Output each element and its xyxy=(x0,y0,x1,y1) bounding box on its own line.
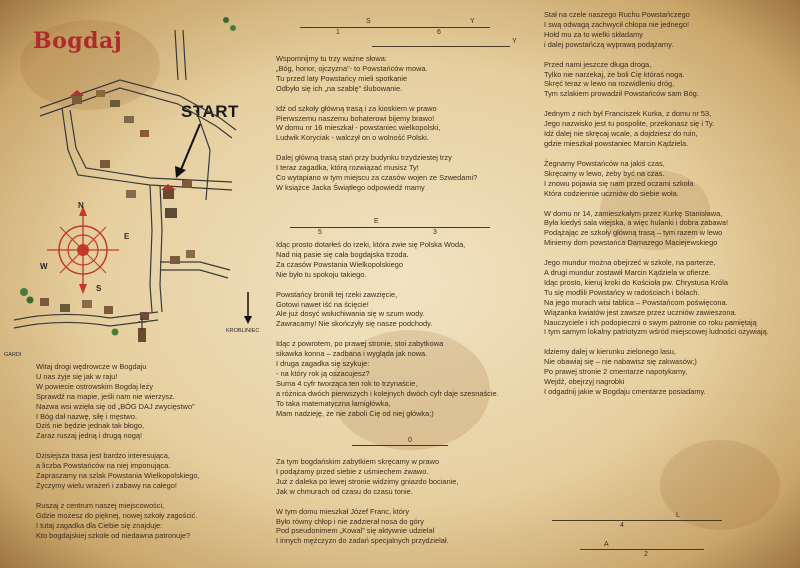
start-label: START xyxy=(181,102,239,121)
answer-letter: Y xyxy=(470,18,475,25)
answer-blank-line[interactable] xyxy=(300,27,490,28)
verse-line: Miniemy dom powstańca Damazego Maciejewskiego xyxy=(544,238,718,248)
verse-line: Dalej główną trasą stań przy budynku trzydziestej trzy xyxy=(276,153,452,163)
road-west xyxy=(14,312,158,320)
verse-line: I teraz zagadka, którą rozwiązać musisz Ty! xyxy=(276,163,419,173)
verse-line: Już z daleka po lewej stronie widzimy gniazdo bocianie, xyxy=(276,476,459,486)
verse xyxy=(276,507,458,547)
tree-icon xyxy=(230,25,236,31)
right-column xyxy=(544,10,769,397)
answer-blank-line[interactable] xyxy=(372,46,510,47)
answer-number: 2 xyxy=(644,551,648,558)
verse-line: W tym domu mieszkał Józef Franc, który xyxy=(276,506,410,516)
answer-letter: A xyxy=(604,541,609,548)
answer-blank-line[interactable] xyxy=(580,549,704,550)
compass-east-label: E xyxy=(124,232,130,241)
verse-line: Za tym bogdańskim zabytkiem skręcamy w prawo xyxy=(276,457,440,466)
verse-line: Sprawdź na mapie, jeśli nam nie wierzysz. xyxy=(36,391,175,401)
verse xyxy=(544,10,769,50)
village-map xyxy=(0,0,260,360)
verse-line: Idź od szkoły główną trasą i za kioskiem w prawo xyxy=(276,103,437,113)
verse-line: Tym szlakiem prowadził Powstańców sam Bóg. xyxy=(544,89,699,99)
verse-line: Zawracamy! Nie skończyły się nasze podchody. xyxy=(276,319,433,329)
answer-blank-line[interactable] xyxy=(290,227,490,228)
verse-line: Gotowi nawet iść na ścięcie! xyxy=(276,299,369,309)
verse xyxy=(36,451,200,491)
house-icon xyxy=(40,298,49,306)
verse-line: Idąc prosto, kieruj kroki do Kościoła pw. Chrystusa Króla xyxy=(544,277,729,287)
verse-line: Podążając ze szkoły główną trasą – tym razem w lewo xyxy=(544,228,723,238)
verse-line: Zaraz ruszaj jedną i drugą nogą! xyxy=(36,431,142,441)
answer-digit: 0 xyxy=(408,437,412,444)
verse-line: Pierwszemu naszemu bohaterowi bijemy brawo! xyxy=(276,113,435,123)
verse-line: I tym samym lokalny patriotyzm wśród miejscowej ludności ożywiają. xyxy=(544,327,769,337)
verse-line: Stał na czele naszego Ruchu Powstańczego xyxy=(544,10,690,19)
verse xyxy=(276,290,499,330)
answer-number: 4 xyxy=(620,522,624,529)
verse-line: W książce Jacka Świątłego odpowiedź mamy xyxy=(276,182,425,192)
verse-line: Wspomnijmy tu trzy ważne słowa: xyxy=(276,54,387,63)
verse xyxy=(544,209,769,249)
tree-icon xyxy=(27,297,34,304)
verse-line: Idziemy dalej w kierunku zielonego lasu, xyxy=(544,347,676,357)
verse-line: Nazwa wsi wzięła się od „BÓG DAJ zwycięstwo” xyxy=(36,401,195,411)
verse-line: Idź dalej nie skręcaj wcale, a dojdziesz do ruin, xyxy=(544,129,698,139)
verse-line: W domu nr 14, zamieszkałym przez Kurkę Stanisława, xyxy=(544,208,723,218)
verse-line: Co wytapiano w tym miejscu za czasów wojen ze Szwedami? xyxy=(276,173,478,183)
answer-letter: S xyxy=(366,18,371,25)
answer-number: 6 xyxy=(437,29,441,36)
verse-line: I innych mężczyzn do zadań specjalnych przydzielał. xyxy=(276,536,449,546)
verse-line: Kto bogdajskiej szkole od niedawna patronuje? xyxy=(36,530,191,540)
answer-letter: Y xyxy=(512,38,517,45)
left-column xyxy=(36,362,200,541)
compass-west-label: W xyxy=(40,262,48,271)
verse-line: Jego nazwisko jest tu pospolite, przekonasz się i Ty. xyxy=(544,119,715,129)
verse-line: Nad nią pasie się cała bogdajska trzoda. xyxy=(276,249,409,259)
verse-line: - na który rok ją oszacujesz? xyxy=(276,368,370,378)
road-top-inner xyxy=(183,30,186,80)
road-east-inner xyxy=(160,270,228,278)
verse xyxy=(276,457,458,497)
verse-line: sikawka konna – zadbana i wygląda jak nowa. xyxy=(276,349,428,359)
house-icon xyxy=(140,130,149,137)
verse-line: Żegnamy Powstańców na jakiś czas, xyxy=(544,158,665,168)
house-icon xyxy=(100,160,110,168)
verse xyxy=(276,54,477,94)
verse xyxy=(36,362,200,441)
house-icon xyxy=(140,312,149,320)
verse-line: I podążamy przed siebie z uśmiechem żwawo. xyxy=(276,466,429,476)
verse xyxy=(544,60,769,100)
answer-number: 1 xyxy=(336,29,340,36)
corner-label: GARDI xyxy=(4,352,22,358)
houses xyxy=(40,90,195,342)
verse-line: Za czasów Powstania Wielkopolskiego xyxy=(276,259,403,269)
verse-line: Idąc prosto dotarłeś do rzeki, która zwie się Polska Woda, xyxy=(276,240,466,249)
house-icon xyxy=(182,180,192,188)
verse-line: Wejdź, obejrzyj nagrobki xyxy=(544,377,625,387)
verse-line: Dzisiejsza trasa jest bardzo interesująca, xyxy=(36,451,170,461)
verse-line: Pod pseudonimem „Kowal” się aktywnie udzielał xyxy=(276,526,435,536)
verse-line: Hołd mu za to wielki składamy xyxy=(544,29,643,39)
verse-line: Ale już dosyć wsłuchiwania się w szum wody. xyxy=(276,309,425,319)
verse-line: I odgadnij jakie w Bogdaju cmentarze posiadamy. xyxy=(544,387,706,396)
compass-rose-icon xyxy=(47,206,119,294)
answer-number: 5 xyxy=(318,229,322,236)
middle-column-b xyxy=(276,240,499,419)
verse-line: Była kiedyś sala wiejska, a więc hulanki i dobra zabawa! xyxy=(544,218,729,228)
verse-line: Tu się modlili Powstańcy w radościach i bólach. xyxy=(544,287,700,297)
verse-line: Nie było tu spokoju takiego. xyxy=(276,269,367,279)
verse-line: Powstańcy bronili tej rzeki zawzięcie, xyxy=(276,289,398,299)
verse-line: A drugi mundur zostawił Marcin Kądziela w ofierze. xyxy=(544,268,711,278)
verse-line: W domu nr 16 mieszkał - powstaniec wielkopolski, xyxy=(276,123,441,133)
verse-line: Skręć teraz w lewo na rozwidleniu dróg, xyxy=(544,79,675,89)
house-icon xyxy=(186,250,195,258)
house-icon xyxy=(60,304,70,312)
verse xyxy=(544,159,769,199)
tree-icon xyxy=(223,17,229,23)
verse-line: gdzie mieszkał powstaniec Marcin Kądziela. xyxy=(544,138,689,148)
answer-letter: L xyxy=(676,512,680,519)
house-icon xyxy=(165,208,177,218)
verse xyxy=(544,258,769,337)
answer-letter: E xyxy=(374,218,379,225)
verse-line: U nas żyje się jak w raju! xyxy=(36,371,118,381)
verse-line: W powiecie ostrowskim Bogdaj leży xyxy=(36,381,154,391)
house-icon xyxy=(82,300,92,308)
start-arrow-icon xyxy=(175,124,200,178)
road-top xyxy=(175,30,178,80)
answer-blank-line[interactable] xyxy=(552,520,722,521)
verse-line: Tylko nie narzekaj, że boli Cię któraś noga. xyxy=(544,69,685,79)
verse-line: Jego mundur można obejrzeć w szkole, na parterze, xyxy=(544,258,716,268)
road-north xyxy=(40,80,236,130)
verse-line: Odbyło się ich „na szablę” ślubowanie. xyxy=(276,83,403,93)
church-icon xyxy=(138,328,146,342)
tree-icon xyxy=(20,288,28,296)
house-icon xyxy=(170,256,180,264)
house-icon xyxy=(124,116,134,123)
house-icon xyxy=(110,100,120,107)
verse-line: I druga zagadka się szykuje: xyxy=(276,359,370,369)
verse-line: Witaj drogi wędrowcze w Bogdaju xyxy=(36,362,147,371)
verse-line: I znowu pojawia się nam przed oczami szkoła xyxy=(544,178,694,188)
house-icon xyxy=(104,306,113,314)
house-icon xyxy=(126,190,136,198)
verse-line: Suma 4 cyfr tworząca ten rok to trzynaście, xyxy=(276,378,418,388)
house-icon xyxy=(72,96,82,104)
verse-line: Która codziennie uczniów do siebie woła. xyxy=(544,188,679,198)
verse-line: Przed nami jeszcze długa droga, xyxy=(544,59,652,69)
verse-line: I Bóg dał nazwę, siłę i męstwo. xyxy=(36,411,138,421)
compass-south-label: S xyxy=(96,284,102,293)
verse-line: Po prawej stronie 2 cmentarze napotykamy, xyxy=(544,367,688,377)
middle-column-c xyxy=(276,457,458,546)
verse-line: „Bóg, honor, ojczyzna”- to Powstańców mowa. xyxy=(276,63,428,73)
map-title: Bogdaj xyxy=(33,28,123,54)
verse xyxy=(276,339,499,418)
trees xyxy=(20,17,236,336)
verse-line: Zapraszamy na szlak Powstania Wielkopolskiego, xyxy=(36,471,200,481)
town-arrow-icon xyxy=(244,292,252,324)
verse-line: Ruszaj z centrum naszej miejscowości, xyxy=(36,500,165,510)
verse-line: Było równy chłop i nie zadzierał nosa do góry xyxy=(276,516,424,526)
verse-line: I tutaj zagadka dla Ciebie się znajduje: xyxy=(36,520,163,530)
school-icon xyxy=(163,190,174,199)
verse-line: Jak w chmurach od czasu do czasu tonie. xyxy=(276,486,413,496)
verse-line: Gdzie możesz do pięknej, nowej szkoły zagościć. xyxy=(36,510,198,520)
verse-line: Ludwik Koryciak - walczył on o wolność Polski. xyxy=(276,133,429,143)
verse-line: Nie obawiaj się – nie nabawisz się zakwasów;) xyxy=(544,357,697,367)
verse-line: Dziś nie będzie jednak tak błogo, xyxy=(36,421,145,431)
road-west-inner xyxy=(14,320,158,328)
town-label: KROBLINIEC xyxy=(226,328,260,334)
verse-line: Idąc z powrotem, po prawej stronie, stoi zabytkowa xyxy=(276,339,444,349)
answer-number: 3 xyxy=(433,229,437,236)
verse-line: Skręcamy w lewo, żeby być na czas. xyxy=(544,168,665,178)
verse-line: Nauczyciele i ich podopieczni o swym patronie co roku pamiętają xyxy=(544,317,757,327)
road-south xyxy=(150,185,152,312)
answer-blank-line[interactable] xyxy=(352,445,448,446)
verse-line: i dalej powstańczą wyprawą podążamy. xyxy=(544,39,674,49)
road-network xyxy=(14,30,236,328)
house-icon xyxy=(96,90,105,97)
verse-line: To taka matematyczna łamigłówka, xyxy=(276,398,391,408)
compass-north-label: N xyxy=(78,201,84,210)
verse-line: Wiązanka kwiatów jest zawsze przez uczniów zawieszona. xyxy=(544,307,737,317)
verse xyxy=(276,104,477,144)
verse-line: Na jego murach wisi tablica – Powstańcom poświęcona. xyxy=(544,297,728,307)
verse xyxy=(276,240,499,280)
verse-line: Mam nadzieję, że nie zaboli Cię od niej główka;) xyxy=(276,408,434,418)
verse xyxy=(36,501,200,541)
verse xyxy=(544,109,769,149)
verse-line: I swą odwagą zachwycił chłopa nie jednego! xyxy=(544,19,690,29)
road-south-inner xyxy=(160,185,162,312)
verse xyxy=(276,153,477,193)
verse xyxy=(544,347,769,397)
verse-line: a różnica dwóch pierwszych i kolejnych dwóch cyfr daje szesnaście. xyxy=(276,388,499,398)
road-bend xyxy=(196,110,210,200)
middle-column-a xyxy=(276,54,477,193)
tree-icon xyxy=(112,329,119,336)
verse-line: a liczba Powstańców na niej imponująca. xyxy=(36,461,171,471)
verse-line: Tu przed laty Powstańcy mieli spotkanie xyxy=(276,73,408,83)
verse-line: Jednym z nich był Franciszek Kurka, z domu nr 53, xyxy=(544,109,712,119)
verse-line: Życzymy wielu wrażeń i zabawy na całego! xyxy=(36,480,177,490)
